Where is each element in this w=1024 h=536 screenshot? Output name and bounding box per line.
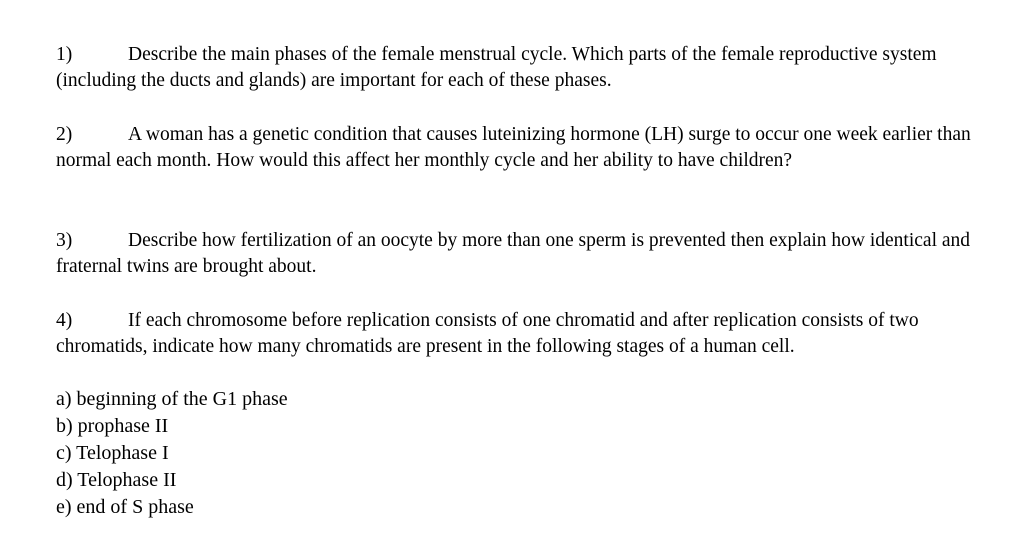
question-number: 4) bbox=[56, 310, 73, 331]
sub-item-list bbox=[56, 386, 288, 521]
question-text: Describe the main phases of the female menstrual cycle. Which parts of the female reproductive system (including the ducts and glands) are important for each of these phases. bbox=[56, 44, 937, 91]
question-text: Describe how fertilization of an oocyte by more than one sperm is prevented then explain how identical and fraternal twins are brought about. bbox=[56, 230, 971, 277]
sub-item: a) beginning of the G1 phase bbox=[56, 388, 288, 410]
question-4 bbox=[56, 308, 986, 360]
question-text: A woman has a genetic condition that causes luteinizing hormone (LH) surge to occur one week earlier than normal each month. How would this affect her monthly cycle and her ability to have children? bbox=[56, 124, 971, 171]
sub-item: b) prophase II bbox=[56, 415, 169, 437]
question-number: 3) bbox=[56, 230, 73, 251]
question-1 bbox=[56, 42, 986, 94]
sub-item: c) Telophase I bbox=[56, 442, 169, 464]
question-2 bbox=[56, 122, 986, 174]
sub-item: e) end of S phase bbox=[56, 496, 194, 518]
question-number: 2) bbox=[56, 124, 73, 145]
sub-item: d) Telophase II bbox=[56, 469, 177, 491]
question-number: 1) bbox=[56, 44, 73, 65]
question-3 bbox=[56, 228, 986, 280]
question-text: If each chromosome before replication consists of one chromatid and after replication consists of two chromatids, indicate how many chromatids are present in the following stages of a human cell. bbox=[56, 310, 919, 357]
